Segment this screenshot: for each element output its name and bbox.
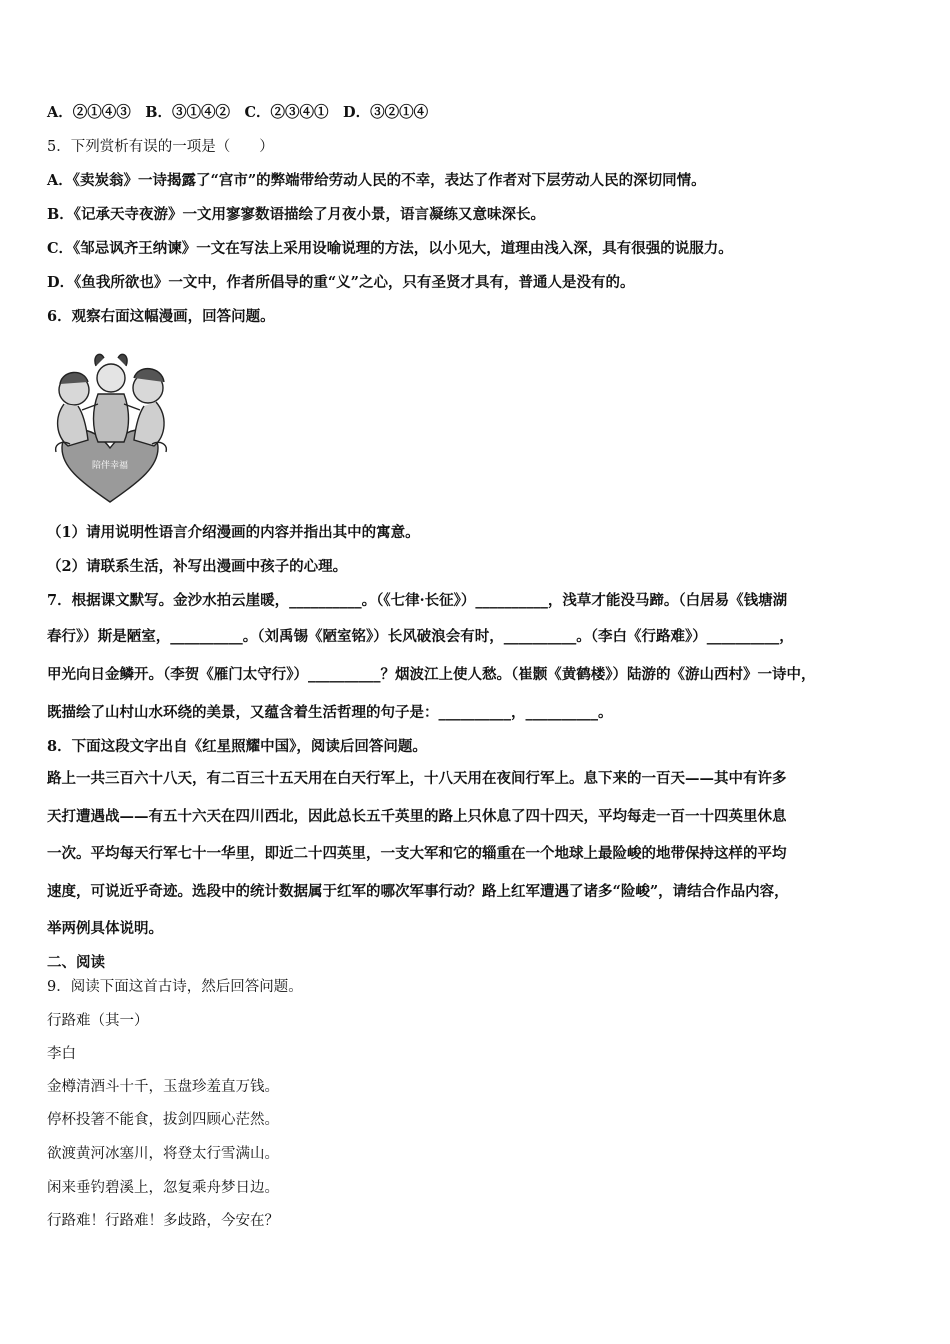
q9-stem: 9．阅读下面这首古诗，然后回答问题。	[47, 979, 303, 995]
q7-line2: 春行》）斯是陋室，__________。（刘禹锡《陋室铭》）长风破浪会有时，__________。（李白《行路难》）__________，	[47, 628, 794, 645]
section-heading-reading: 二、阅读	[47, 954, 105, 971]
q8-passage-line1: 路上一共三百六十八天，有二百三十五天用在白天行军上，十八天用在夜间行军上。息下来的一百天——其中有许多	[47, 770, 787, 787]
q5-stem: 5．下列赏析有误的一项是（ ）	[47, 139, 274, 155]
cartoon-illustration	[48, 348, 174, 504]
q8-passage-line4: 速度，可说近乎奇迹。选段中的统计数据属于红军的哪次军事行动？路上红军遭遇了诸多“险峻”，请结合作品内容，	[47, 883, 789, 900]
q7-line3: 甲光向日金鳞开。（李贺《雁门太守行》）__________？烟波江上使人愁。（崔颢《黄鹤楼》）陆游的《游山西村》一诗中，	[47, 666, 816, 683]
q6-stem: 6．观察右面这幅漫画，回答问题。	[47, 308, 275, 325]
q8-passage-line3: 一次。平均每天行军七十一华里，即近二十四英里，一支大军和它的辎重在一个地球上最险峻的地带保持这样的平均	[47, 845, 787, 862]
q7-line4: 既描绘了山村山水环绕的美景，又蕴含着生活哲理的句子是：__________，__________。	[47, 704, 613, 721]
q8-stem: 8．下面这段文字出自《红星照耀中国》，阅读后回答问题。	[47, 738, 427, 755]
poem-line: 欲渡黄河冰塞川，将登太行雪满山。	[47, 1146, 279, 1162]
q4-options: A．②①④③ B．③①④② C．②③④① D．③②①④	[47, 104, 429, 121]
poem-author: 李白	[47, 1046, 76, 1062]
q5-option-d: D．《鱼我所欲也》一文中，作者所倡导的重“义”之心，只有圣贤才具有，普通人是没有的。	[47, 274, 635, 291]
q6-sub1: （1）请用说明性语言介绍漫画的内容并指出其中的寓意。	[47, 524, 420, 541]
poem-line: 闲来垂钓碧溪上，忽复乘舟梦日边。	[47, 1180, 279, 1196]
heart-text: 陪伴幸福	[91, 461, 129, 471]
q5-option-a: A．《卖炭翁》一诗揭露了“宫市”的弊端带给劳动人民的不幸，表达了作者对下层劳动人民的深切同情。	[47, 172, 706, 189]
q5-option-c: C．《邹忌讽齐王纳谏》一文在写法上采用设喻说理的方法，以小见大，道理由浅入深，具有很强的说服力。	[47, 240, 733, 257]
q5-option-b: B．《记承天寺夜游》一文用寥寥数语描绘了月夜小景，语言凝练又意味深长。	[47, 206, 546, 223]
poem-line: 金樽清酒斗十千，玉盘珍羞直万钱。	[47, 1079, 279, 1095]
q8-passage-line5: 举两例具体说明。	[47, 920, 163, 937]
q7-line1: 7．根据课文默写。金沙水拍云崖暖，__________。（《七律·长征》）__________，浅草才能没马蹄。（白居易《钱塘湖	[47, 592, 788, 609]
poem-line: 停杯投箸不能食，拔剑四顾心茫然。	[47, 1112, 279, 1128]
q8-passage-line2: 天打遭遇战——有五十六天在四川西北，因此总长五千英里的路上只休息了四十四天，平均每走一百一十四英里休息	[47, 808, 787, 825]
q6-sub2: （2）请联系生活，补写出漫画中孩子的心理。	[47, 558, 348, 575]
poem-line: 行路难！行路难！多歧路，今安在？	[47, 1213, 279, 1229]
poem-title: 行路难（其一）	[47, 1013, 149, 1029]
